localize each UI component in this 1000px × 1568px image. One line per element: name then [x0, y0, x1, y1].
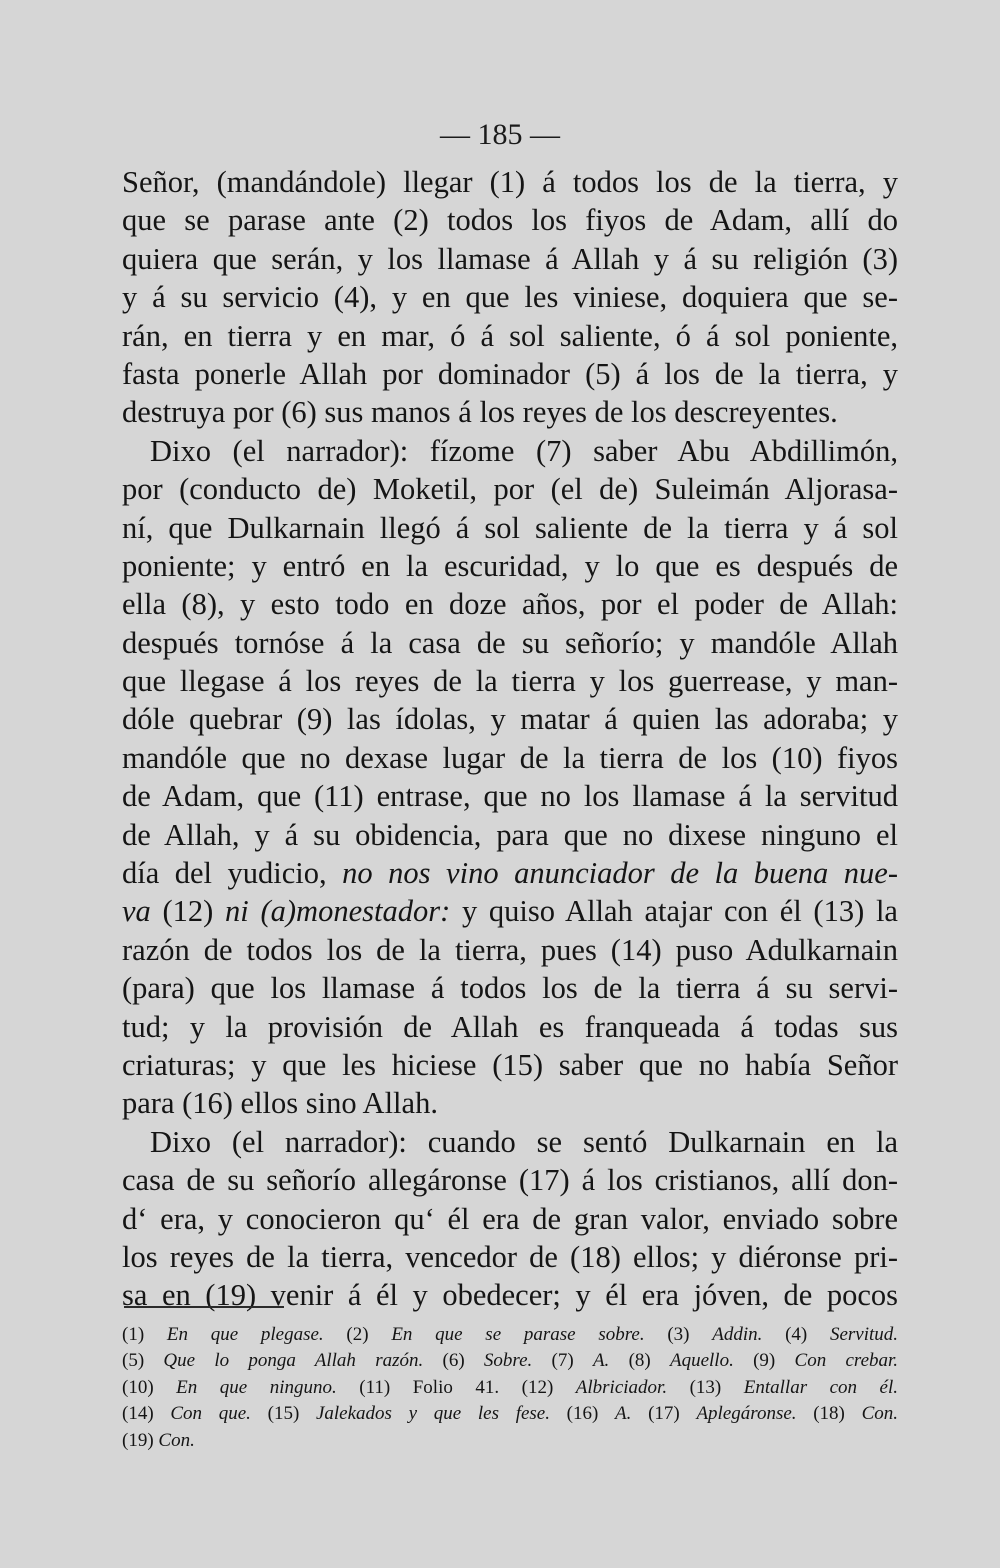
text-run: (9): [733, 1350, 795, 1372]
italic-text: Entallar con él.: [743, 1376, 899, 1398]
text-line: [122, 240, 898, 278]
text-run: (12): [150, 894, 226, 929]
footnote-line: [122, 1348, 898, 1374]
text-run: (14): [122, 1403, 171, 1425]
text-run: (para) que los llamase á todos los de la tierra á su servi-: [122, 971, 898, 1006]
footnote-line: [122, 1428, 898, 1454]
footnote-line: [122, 1322, 898, 1348]
text-line: [122, 393, 898, 431]
text-line: [122, 1123, 898, 1161]
italic-text: Con.: [861, 1403, 899, 1425]
text-run: (4): [762, 1324, 830, 1345]
italic-text: Sobre.: [483, 1350, 533, 1372]
text-run: (3): [644, 1324, 713, 1345]
text-line: [122, 1161, 898, 1199]
text-line: [122, 777, 898, 815]
text-run: Señor, (mandándole) llegar (1) á todos los de la tierra, y: [122, 165, 898, 199]
text-line: [122, 662, 898, 700]
text-line: [122, 739, 898, 777]
italic-text: Con.: [158, 1429, 195, 1451]
text-run: día del yudicio,: [122, 856, 343, 891]
italic-text: Servitud.: [829, 1324, 899, 1345]
text-run: ní, que Dulkarnain llegó á sol saliente de la tierra y á sol: [122, 510, 898, 545]
text-run: (10): [122, 1376, 177, 1398]
text-run: (17): [631, 1403, 697, 1425]
text-run: casa de su señorío allegáronse (17) á los cristianos, allí don-: [122, 1163, 898, 1198]
text-run: destruya por (6) sus manos á los reyes de los descreyentes.: [122, 395, 838, 430]
italic-text: En que ninguno.: [176, 1376, 337, 1398]
text-run: (8): [609, 1350, 670, 1372]
page-number: — 185 —: [440, 118, 560, 151]
footnote-separator: [124, 1306, 284, 1308]
text-run: de Allah, y á su obidencia, para que no dixese ninguno el: [122, 817, 898, 852]
text-run: tud; y la provisión de Allah es franqueada á todas sus: [122, 1009, 898, 1044]
footnotes: [122, 1322, 898, 1454]
text-run: y quiso Allah atajar con él (13) la: [450, 894, 898, 929]
text-run: poniente; y entró en la escuridad, y lo que es después de: [122, 548, 898, 583]
text-line: [122, 278, 898, 316]
text-run: (15): [250, 1403, 316, 1425]
text-run: d‘ era, y conocieron qu‘ él era de gran valor, enviado sobre: [122, 1201, 898, 1236]
italic-text: A.: [615, 1403, 632, 1425]
text-line: [122, 1046, 898, 1084]
text-line: [122, 931, 898, 969]
text-line: [122, 509, 898, 547]
italic-text: En que plegase.: [166, 1324, 324, 1345]
italic-text: Con que.: [170, 1403, 251, 1425]
text-line: [122, 201, 898, 239]
text-run: ella (8), y esto todo en doze años, por el poder de Allah:: [122, 587, 898, 622]
text-line: [122, 432, 898, 470]
footnote-line: [122, 1401, 898, 1427]
italic-text: Aquello.: [669, 1350, 734, 1372]
text-run: mandóle que no dexase lugar de la tierra de los (10) fiyos: [122, 740, 898, 775]
text-line: [122, 816, 898, 854]
text-run: Dixo (el narrador): fízome (7) saber Abu Abdillimón,: [150, 433, 898, 468]
text-line: [122, 470, 898, 508]
text-run: que se parase ante (2) todos los fiyos de Adam, allí do: [122, 203, 898, 238]
text-line: [122, 1084, 898, 1122]
text-line: [122, 1008, 898, 1046]
text-line: [122, 585, 898, 623]
text-run: dóle quebrar (9) las ídolas, y matar á quien las adoraba; y: [122, 702, 898, 737]
text-run: (19): [122, 1429, 159, 1451]
text-run: y á su servicio (4), y en que les viniese, doquiera que se-: [122, 280, 898, 315]
italic-text: Addin.: [712, 1324, 763, 1345]
text-run: fasta ponerle Allah por dominador (5) á los de la tierra, y: [122, 356, 898, 391]
text-run: después tornóse á la casa de su señorío; y mandóle Allah: [122, 625, 898, 660]
italic-text: Con crebar.: [794, 1350, 899, 1372]
text-run: (16): [549, 1403, 616, 1425]
text-line: [122, 624, 898, 662]
italic-text: Albriciador.: [575, 1376, 668, 1398]
text-run: para (16) ellos sino Allah.: [122, 1086, 438, 1121]
text-run: (18): [796, 1403, 862, 1425]
italic-text: Que lo ponga Allah razón.: [163, 1350, 424, 1372]
text-run: (1): [122, 1324, 167, 1345]
text-run: quiera que serán, y los llamase á Allah y á su religión (3): [122, 241, 898, 276]
italic-text: Aplegáronse.: [696, 1403, 797, 1425]
text-run: Dixo (el narrador): cuando se sentó Dulkarnain en la: [150, 1124, 898, 1159]
main-text: [122, 163, 898, 1315]
text-run: sa en (19) venir á él y obedecer; y él era jóven, de pocos: [122, 1278, 898, 1313]
text-line: [122, 317, 898, 355]
footnote-line: [122, 1375, 898, 1401]
text-run: (13): [667, 1376, 744, 1398]
text-run: (2): [323, 1324, 392, 1345]
text-run: razón de todos los de la tierra, pues (14) puso Adulkarnain: [122, 932, 898, 967]
text-line: [122, 1200, 898, 1238]
text-line: [122, 163, 898, 201]
text-line: [122, 892, 898, 930]
text-line: [122, 1238, 898, 1276]
text-run: de Adam, que (11) entrase, que no los llamase á la servitud: [122, 779, 898, 814]
italic-text: Jalekados y que les fese.: [315, 1403, 550, 1425]
text-run: rán, en tierra y en mar, ó á sol saliente, ó á sol poniente,: [122, 318, 898, 353]
text-run: los reyes de la tierra, vencedor de (18) ellos; y diéronse pri-: [122, 1239, 898, 1274]
text-run: (6): [423, 1350, 484, 1372]
italic-text: A.: [592, 1350, 610, 1372]
text-run: (7): [532, 1350, 593, 1372]
text-run: criaturas; y que les hiciese (15) saber que no había Señor: [122, 1047, 898, 1082]
italic-text: va: [122, 894, 151, 929]
text-run: por (conducto de) Moketil, por (el de) Suleimán Aljorasa-: [122, 472, 898, 507]
italic-text: ni (a)monestador:: [225, 894, 451, 929]
italic-text: En que se parase sobre.: [391, 1324, 645, 1345]
text-run: (11) Folio 41. (12): [336, 1376, 576, 1398]
text-run: (5): [122, 1350, 164, 1372]
text-line: [122, 547, 898, 585]
italic-text: no nos vino anunciador de la buena nue-: [342, 856, 898, 891]
text-run: que llegase á los reyes de la tierra y los guerrease, y man-: [122, 664, 898, 699]
text-line: [122, 1276, 898, 1314]
text-line: [122, 969, 898, 1007]
text-line: [122, 854, 898, 892]
text-line: [122, 355, 898, 393]
text-line: [122, 700, 898, 738]
